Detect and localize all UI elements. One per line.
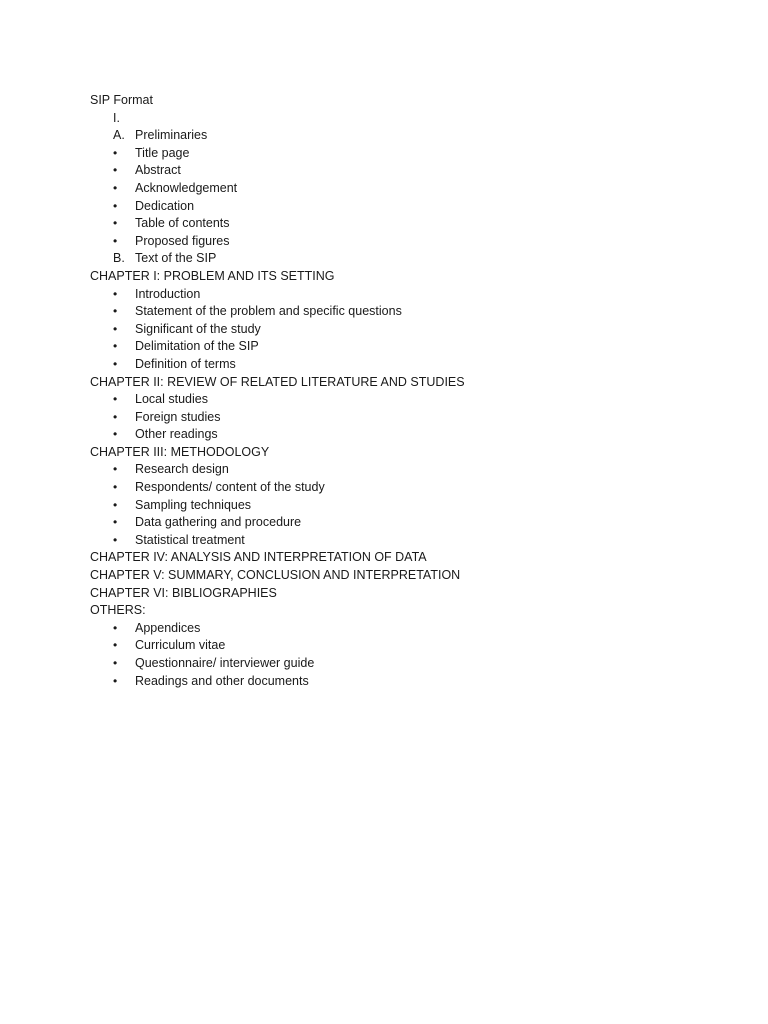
list-item <box>90 180 730 198</box>
list-item <box>90 356 730 374</box>
bullet-icon: • <box>113 321 118 336</box>
list-item-text: Data gathering and procedure <box>135 515 302 530</box>
bullet-icon: • <box>113 427 118 442</box>
chapter-4-heading: CHAPTER IV: ANALYSIS AND INTERPRETATION OF DATA <box>90 550 427 565</box>
chapter-6-heading: CHAPTER VI: BIBLIOGRAPHIES <box>90 585 277 600</box>
bullet-icon: • <box>113 304 118 319</box>
list-item <box>90 145 730 163</box>
list-item-text: Delimitation of the SIP <box>135 339 259 354</box>
list-item-text: Dedication <box>135 198 195 213</box>
chapter-5-heading: CHAPTER V: SUMMARY, CONCLUSION AND INTERPRETATION <box>90 568 461 583</box>
list-item-text: Statistical treatment <box>135 532 245 547</box>
list-item-text: Statement of the problem and specific questions <box>135 304 402 319</box>
list-item <box>90 303 730 321</box>
section-a-marker: A. <box>113 128 125 143</box>
list-item <box>90 321 730 339</box>
bullet-icon: • <box>113 356 118 371</box>
list-item <box>90 286 730 304</box>
list-item <box>90 391 730 409</box>
list-item <box>90 514 730 532</box>
document-title: SIP Format <box>90 93 153 107</box>
list-item-text: Introduction <box>135 286 201 301</box>
list-item-text: Significant of the study <box>135 321 261 336</box>
document-page <box>90 92 730 690</box>
section-b-label: Text of the SIP <box>135 251 217 266</box>
bullet-icon: • <box>113 673 118 688</box>
bullet-icon: • <box>113 480 118 495</box>
list-item-text: Proposed figures <box>135 233 230 248</box>
list-item-text: Other readings <box>135 427 218 442</box>
bullet-icon: • <box>113 656 118 670</box>
section-a-label: Preliminaries <box>135 128 208 143</box>
bullet-icon: • <box>113 180 118 195</box>
list-item <box>90 655 730 673</box>
list-item <box>90 620 730 638</box>
bullet-icon: • <box>113 409 118 424</box>
list-item <box>90 461 730 479</box>
bullet-icon: • <box>113 497 118 512</box>
bullet-icon: • <box>113 286 118 301</box>
list-item-text: Curriculum vitae <box>135 638 226 653</box>
bullet-icon: • <box>113 198 118 213</box>
bullet-icon: • <box>113 233 118 248</box>
section-a-row <box>90 127 730 145</box>
list-item <box>90 162 730 180</box>
chapter-2-heading: CHAPTER II: REVIEW OF RELATED LITERATURE AND STUDIES <box>90 374 465 389</box>
list-item-text: Title page <box>135 145 190 160</box>
chapter-1-heading: CHAPTER I: PROBLEM AND ITS SETTING <box>90 268 335 283</box>
list-item-text: Questionnaire/ interviewer guide <box>135 656 315 670</box>
list-item <box>90 233 730 251</box>
chapter-3-heading: CHAPTER III: METHODOLOGY <box>90 444 270 459</box>
list-item-text: Local studies <box>135 392 208 407</box>
list-item-text: Definition of terms <box>135 356 236 371</box>
section-b-marker: B. <box>113 251 125 266</box>
bullet-icon: • <box>113 620 118 635</box>
list-item-text: Foreign studies <box>135 409 221 424</box>
bullet-icon: • <box>113 462 118 477</box>
list-item <box>90 497 730 515</box>
roman-marker: I. <box>113 110 120 125</box>
bullet-icon: • <box>113 532 118 547</box>
bullet-icon: • <box>113 392 118 407</box>
list-item-text: Table of contents <box>135 216 230 231</box>
list-item <box>90 532 730 550</box>
list-item <box>90 479 730 497</box>
list-item <box>90 426 730 444</box>
list-item-text: Research design <box>135 462 229 477</box>
list-item <box>90 338 730 356</box>
list-item <box>90 215 730 233</box>
roman-numeral-row <box>90 110 730 128</box>
list-item <box>90 409 730 427</box>
others-heading: OTHERS: <box>90 603 146 618</box>
list-item-text: Abstract <box>135 163 181 178</box>
list-item <box>90 637 730 655</box>
list-item <box>90 198 730 216</box>
section-b-row <box>90 250 730 268</box>
list-item-text: Acknowledgement <box>135 180 238 195</box>
bullet-icon: • <box>113 216 118 231</box>
list-item-text: Respondents/ content of the study <box>135 480 325 495</box>
bullet-icon: • <box>113 163 118 178</box>
list-item-text: Readings and other documents <box>135 673 309 688</box>
list-item-text: Appendices <box>135 620 201 635</box>
list-item <box>90 673 730 691</box>
bullet-icon: • <box>113 515 118 530</box>
bullet-icon: • <box>113 339 118 354</box>
bullet-icon: • <box>113 145 118 160</box>
bullet-icon: • <box>113 638 118 653</box>
list-item-text: Sampling techniques <box>135 497 252 512</box>
